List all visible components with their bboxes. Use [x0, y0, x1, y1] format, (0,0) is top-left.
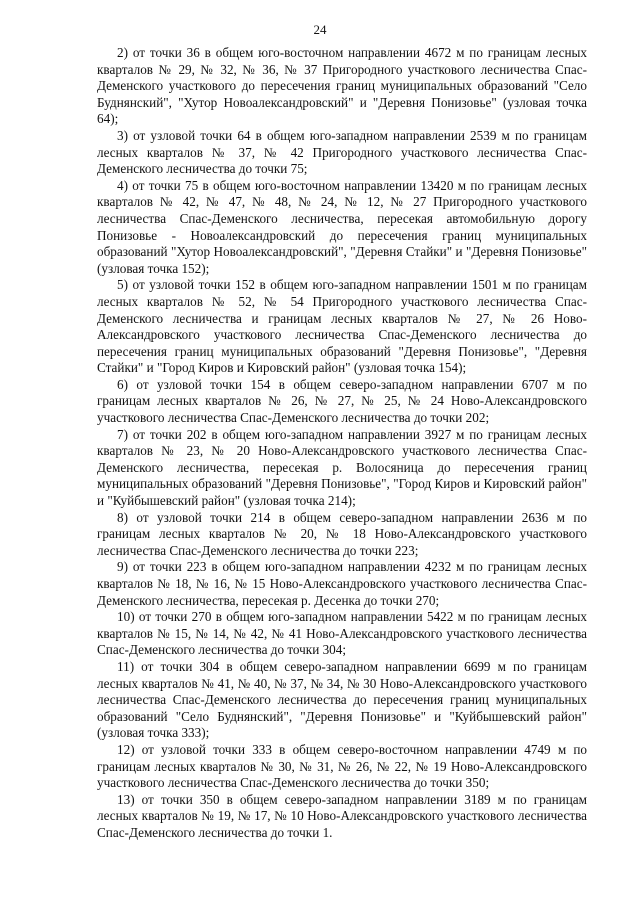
paragraph-item-6: 6) от узловой точки 154 в общем северо-западном направлении 6707 м по границам лесных кварталов № 26, № 27, № 25, № 24 Ново-Александровского участкового лесничества Спас-Деменского лесничества до точки 202;	[97, 376, 587, 426]
paragraph-item-11: 11) от точки 304 в общем северо-западном направлении 6699 м по границам лесных кварталов № 41, № 40, № 37, № 34, № 30 Ново-Александровского участкового лесничества Спас-Деменского лесничества до пересечения границ муниципальных образований "Село Буднянский", "Деревня Понизовье" и "Куйбышевский район" (узловая точка 333);	[97, 658, 587, 741]
paragraph-item-12: 12) от узловой точки 333 в общем северо-восточном направлении 4749 м по границам лесных кварталов № 30, № 31, № 26, № 22, № 19 Ново-Александровского участкового лесничества Спас-Деменского лесничества до точки 350;	[97, 741, 587, 791]
document-body	[97, 45, 587, 842]
paragraph-item-5: 5) от узловой точки 152 в общем юго-западном направлении 1501 м по границам лесных кварталов № 52, № 54 Пригородного участкового лесничества Спас-Деменского лесничества и границам лесных кварталов № 27, № 26 Ново-Александровского участкового лесничества Спас-Деменского лесничества до пересечения границ муниципальных образований "Деревня Понизовье", "Деревня Стайки" и "Город Киров и Кировский район" (узловая точка 154);	[97, 277, 587, 376]
paragraph-item-4: 4) от точки 75 в общем юго-восточном направлении 13420 м по границам лесных кварталов № 42, № 47, № 48, № 24, № 12, № 27 Пригородного участкового лесничества Спас-Деменского лесничества, пересекая автомобильную дорогу Понизовье - Новоалександровский до пересечения границ муниципальных образований "Хутор Новоалександровский", "Деревня Стайки" и "Деревня Понизовье" (узловая точка 152);	[97, 177, 587, 276]
paragraph-item-8: 8) от узловой точки 214 в общем северо-западном направлении 2636 м по границам лесных кварталов № 20, № 18 Ново-Александровского участкового лесничества Спас-Деменского лесничества до точки 223;	[97, 509, 587, 558]
paragraph-item-3: 3) от узловой точки 64 в общем юго-западном направлении 2539 м по границам лесных кварталов № 37, № 42 Пригородного участкового лесничества Спас-Деменского лесничества до точки 75;	[97, 127, 587, 177]
paragraph-item-7: 7) от точки 202 в общем юго-западном направлении 3927 м по границам лесных кварталов № 23, № 20 Ново-Александровского участкового лесничества Спас-Деменского лесничества, пересекая р. Волосяница до пересечения границ муниципальных образований "Деревня Понизовье", "Город Киров и Кировский район" и "Куйбышевский район" (узловая точка 214);	[97, 426, 587, 509]
paragraph-item-13: 13) от точки 350 в общем северо-западном направлении 3189 м по границам лесных кварталов № 19, № 17, № 10 Ново-Александровского участкового лесничества Спас-Деменского лесничества до точки 1.	[97, 791, 587, 840]
paragraph-item-10: 10) от точки 270 в общем юго-западном направлении 5422 м по границам лесных кварталов № 15, № 14, № 42, № 41 Ново-Александровского участкового лесничества Спас-Деменского лесничества до точки 304;	[97, 609, 587, 658]
page-number: 24	[313, 22, 327, 37]
paragraph-item-2: 2) от точки 36 в общем юго-восточном направлении 4672 м по границам лесных кварталов № 29, № 32, № 36, № 37 Пригородного участкового лесничества Спас-Деменского участкового до пересечения границ муниципальных образований "Село Буднянский", "Хутор Новоалександровский" и "Деревня Понизовье" (узловая точка 64);	[97, 45, 587, 127]
paragraph-item-9: 9) от точки 223 в общем юго-западном направлении 4232 м по границам лесных кварталов № 18, № 16, № 15 Ново-Александровского участкового лесничества Спас-Деменского лесничества, пересекая р. Десенка до точки 270;	[97, 559, 587, 608]
